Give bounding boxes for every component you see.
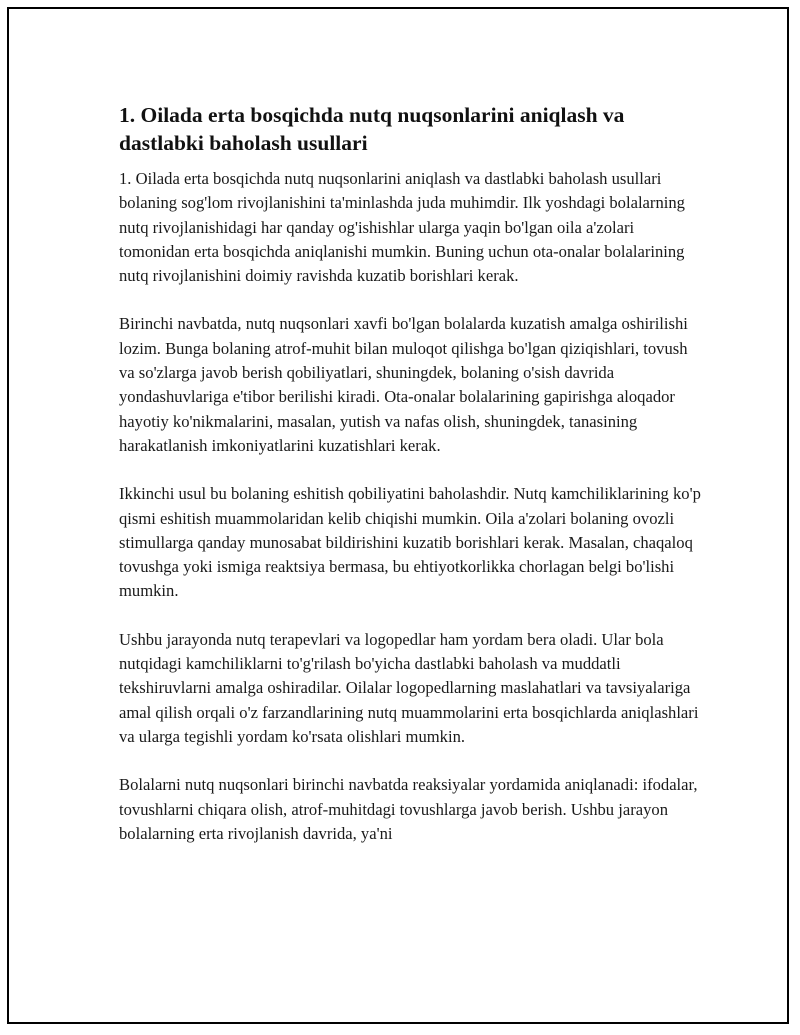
paragraph-4: Ushbu jarayonda nutq terapevlari va logopedlar ham yordam bera oladi. Ular bola nutqidagi kamchiliklarni to'g'rilash bo'yicha dastlabki baholash va muddatli tekshiruvlarni amalga oshiradilar. Oilalar logopedlarning maslahatlari va tavsiyalariga amal qilish orqali o'z farzandlarining nutq muammolarini erta bosqichlarda aniqlashlari va ularga tegishli yordam ko'rsata olishlari mumkin. <box>119 629 699 746</box>
paragraph-3: Ikkinchi usul bu bolaning eshitish qobiliyatini baholashdir. Nutq kamchiliklarining ko'p qismi eshitish muammolaridan kelib chiqishi mumkin. Oila a'zolari bolaning ovozli stimullarga qanday munosabat bildirishini kuzatib borishlari kerak. Masalan, chaqaloq tovushga yoki ismiga reaktsiya bermasa, bu ehtiyotkorlikka chorlagan belgi bo'lishi mumkin. <box>119 484 701 601</box>
paragraph-5: Bolalarni nutq nuqsonlari birinchi navbatda reaksiyalar yordamida aniqlanadi: ifodalar, tovushlarni chiqara olish, atrof-muhitdagi tovushlarga javob berish. Ushbu jarayon bolalarning erta rivojlanish davrida, ya'ni <box>119 775 698 843</box>
document-body <box>119 101 705 961</box>
paragraph-2: Birinchi navbatda, nutq nuqsonlari xavfi bo'lgan bolalarda kuzatish amalga oshirilishi lozim. Bunga bolaning atrof-muhit bilan muloqot qilishga bo'lgan qiziqishlari, tovush va so'zlarga javob berish qobiliyatlari, shuningdek, bolaning o'sish davrida yondashuvlariga e'tibor berilishi kiradi. Ota-onalar bolalarining gapirishga aloqador hayotiy ko'nikmalarini, masalan, yutish va nafas olish, shuningdek, tanasining harakatlanish imkoniyatlarini kuzatishlari kerak. <box>119 314 688 455</box>
page-frame <box>7 7 789 1024</box>
paragraph-1: 1. Oilada erta bosqichda nutq nuqsonlarini aniqlash va dastlabki baholash usullari bolaning sog'lom rivojlanishini ta'minlashda juda muhimdir. Ilk yoshdagi bolalarning nutq rivojlanishidagi har qanday og'ishishlar ularga yaqin bo'lgan oila a'zolari tomonidan erta bosqichda aniqlanishi mumkin. Buning uchun ota-onalar bolalarining nutq rivojlanishini doimiy ravishda kuzatib borishlari kerak. <box>119 169 685 286</box>
page-title: 1. Oilada erta bosqichda nutq nuqsonlarini aniqlash va dastlabki baholash usullari <box>119 103 625 155</box>
